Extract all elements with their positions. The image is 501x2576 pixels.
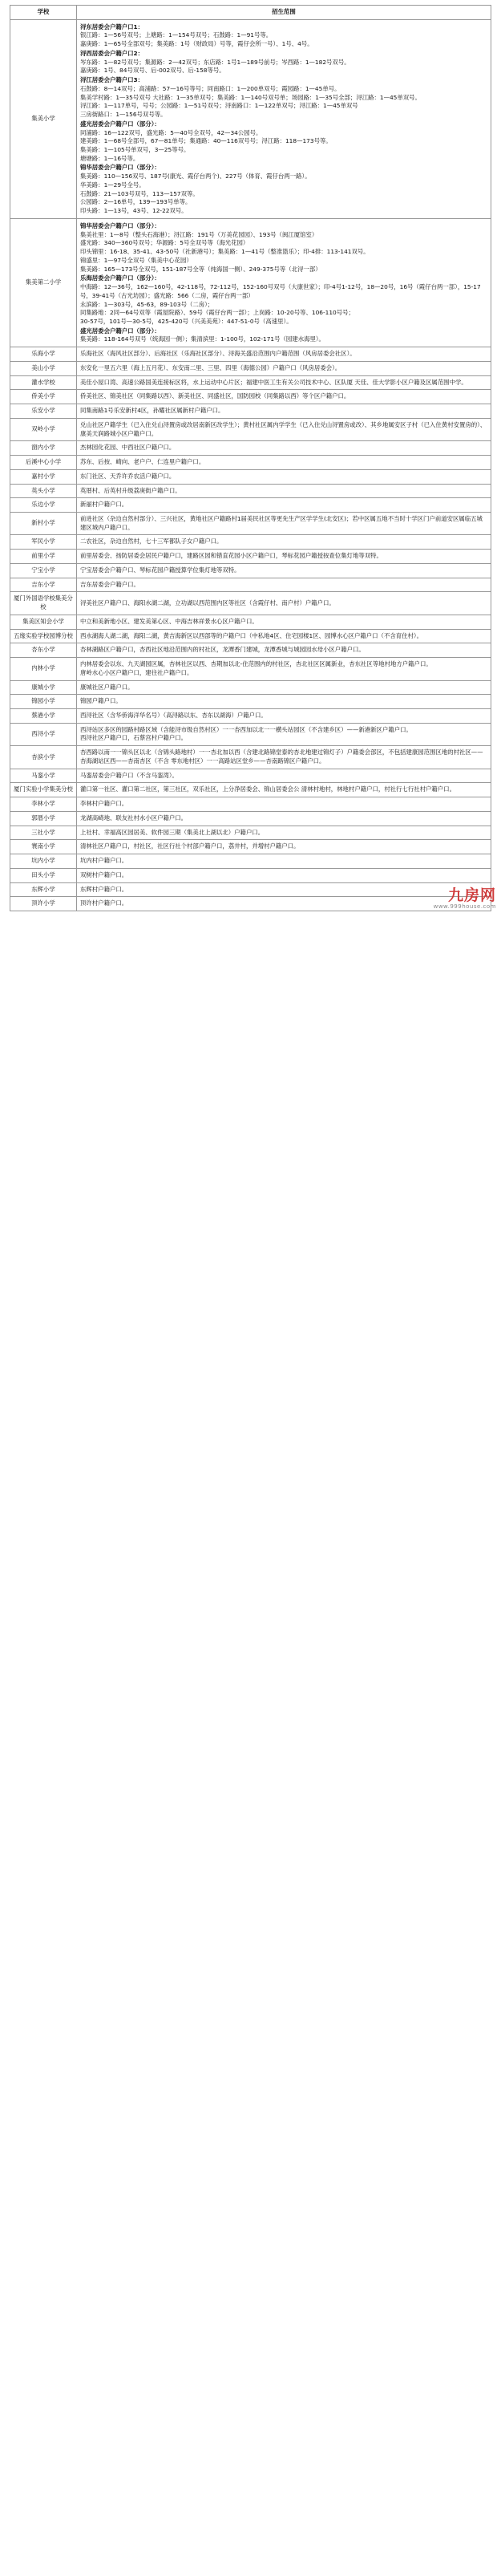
school-name-cell: 康城小学 [10, 680, 77, 695]
watermark-sub: www.999house.com [433, 903, 496, 911]
school-name-cell: 乐海小学 [10, 347, 77, 362]
enrollment-area-cell [77, 535, 491, 550]
school-name-cell: 杏东小学 [10, 643, 77, 658]
area-group-title: 浔东居委会户籍户口1： [80, 22, 144, 30]
enrollment-area-cell [77, 615, 491, 629]
enrollment-area-cell [77, 811, 491, 826]
school-name-cell: 郭厝小学 [10, 811, 77, 826]
area-text-line: 杏西路以南一一锦头区以北（含锦头路地村）一一杏北加以西（含建北路锦堂泰的杏北地建过锦灯子）户籍委会部区，不包括建康园范围区地的村社区——杏海湖站区西——杏南杏区（不含 零东地村区）一一高路站区堂乡——杏南路锦区户籍户口。 [80, 748, 483, 765]
enrollment-area-cell [77, 347, 491, 362]
header-school: 学校 [10, 6, 77, 20]
enrollment-area-cell [77, 563, 491, 578]
enrollment-area-cell [77, 746, 491, 769]
school-name-cell: 后溪中心小学 [10, 456, 77, 470]
table-header [10, 6, 491, 20]
area-text-line: 集美路：1—105号单双号，3—25等号。 [80, 146, 190, 154]
area-text-line: 永滨路：1—303号，45-63，89-103号（二房）； [80, 300, 214, 308]
area-text-line: 建美路：1—68号全部号，67—81单号；集通路：40—116双号号；浔江路：118—173号等。 [80, 137, 332, 145]
area-text-line: 印头锦里：16-18、35-41、43-50号（社新港号）；集美路：1—41号（整准篮乐）；印-4排：113-141双号。 [80, 248, 370, 256]
enrollment-area-cell [77, 592, 491, 615]
school-name-cell: 田头小学 [10, 868, 77, 882]
table-row [10, 868, 491, 882]
table-row [10, 361, 491, 375]
table-row [10, 783, 491, 797]
table-row [10, 469, 491, 484]
table-row [10, 592, 491, 615]
enrollment-area-cell [77, 375, 491, 390]
area-text-line: 东辉村户籍户口。 [80, 885, 128, 893]
area-text-line: 中立和美新地小区、建发美第心区、中海吉林祥景水心区户籍户口。 [80, 617, 258, 625]
area-text-line: 宁宝居委会户籍户口、琴标花园户籍授算学位集灯地等双特。 [80, 566, 240, 574]
area-text-line: 西浔社区户籍户口，石蔡宫村户籍户口。 [80, 734, 188, 742]
area-text-line: 石鼓路：8—14双号；高浦路：57—16号等号；同南路口：1—200单双号；霞园路：1—45单号。 [80, 84, 341, 92]
table-row [10, 456, 491, 470]
area-text-line: 吉东居委会户籍户口。 [80, 580, 139, 588]
area-text-line: 东安化一里五六里（海上五月花）、东安南二里、三里、四里（海德公园）户籍户口（风房居委会）。 [80, 363, 341, 371]
enrollment-area-cell [77, 797, 491, 812]
area-group-title: 浔江居委会户籍户口3： [80, 76, 144, 84]
enrollment-area-cell [77, 629, 491, 643]
area-text-line: 灌口第一社区、灌口第二社区，第三社区，双乐社区，上分净居委会、锦山居委会公 清林村地村，林地村户籍户口，村社行七行社村户籍户口。 [80, 785, 455, 793]
header-area: 招生范围 [77, 6, 491, 20]
enrollment-area-cell [77, 709, 491, 724]
area-text-line: 石鼓路：21—103号双号，113—157双等。 [80, 189, 199, 197]
school-name-cell: 五缘实验学校园博分校 [10, 629, 77, 643]
area-text-line: 双树村户籍户口。 [80, 870, 128, 878]
enrollment-area-cell [77, 868, 491, 882]
enrollment-area-cell [77, 723, 491, 745]
enrollment-area-cell [77, 441, 491, 456]
table-row [10, 390, 491, 404]
area-text-line: 西水湖海人湖二湖，海阳二湖，黄吉海新区以西部等的户籍户口（中私地4区、住宅园楼1区、园博水心区户籍户口（不含育住村）。 [80, 631, 422, 639]
area-group-title: 乐海居委会户籍户口（部分）： [80, 274, 160, 282]
table-row [10, 484, 491, 498]
watermark-main: 九房网 [447, 886, 496, 905]
area-group-title: 锦华居委会户籍户口（部分）： [80, 221, 160, 229]
table-row [10, 578, 491, 592]
table-row [10, 535, 491, 550]
school-name-cell: 锦园小学 [10, 695, 77, 709]
area-text-line: 浔美社区户籍户口、海阳水湖二湖，立功湖以西范围内区等社区（含霞仔村、南户村）户籍户口。 [80, 598, 335, 606]
table-row [10, 218, 491, 347]
enrollment-area-cell [77, 218, 491, 347]
table-row [10, 723, 491, 745]
table-row [10, 550, 491, 564]
school-name-cell: 厦门外国语学校集美分校 [10, 592, 77, 615]
area-text-line: 美佳小屋口湾、高速公路国美连接标区将，水上运动中心片区；福建中医工生有关公司技术中心、区队厦 天佳、佳大学影小区户籍及区属范围中学。 [80, 378, 467, 386]
school-name-cell: 坑内小学 [10, 854, 77, 869]
table-row [10, 418, 491, 440]
school-name-cell: 乐安小学 [10, 404, 77, 419]
school-name-cell: 蔡港小学 [10, 709, 77, 724]
enrollment-area-cell [77, 695, 491, 709]
area-text-line: 二农社区，杂边自然村，七十三军都队子女户籍户口。 [80, 538, 223, 546]
school-name-cell: 美山小学 [10, 361, 77, 375]
table-row [10, 709, 491, 724]
school-name-cell: 厦门实验小学集美分校 [10, 783, 77, 797]
table-row [10, 441, 491, 456]
area-text-line: 中海路：12—36号，162—160号，42-118号，72-112号，152-160号双号（大康世家）；印-4号1-12号，18—20号，16号（霞仔台两一部），15-17号，39-41号（古光坊园）；盛光路：566（二房，霞仔台两一部） [80, 283, 481, 299]
school-name-cell: 西浔小学 [10, 723, 77, 745]
school-name-cell: 侨美小学 [10, 390, 77, 404]
area-text-line: 集美路：165—173号全双号，151-187号全等（纯海国一侧）、249-375号等（北浔一部） [80, 265, 321, 273]
enrollment-area-cell [77, 783, 491, 797]
area-text-line: 集美学村路：1—35号双号 大社路：1—35单双号；集美路：1—140号双号单；场园路：1—35号全部；浔江路：1—45单双号。 [80, 93, 421, 101]
table-row [10, 19, 491, 218]
enrollment-area-cell [77, 658, 491, 680]
area-text-line: 印头路：1—13号，43号、12-22双号。 [80, 207, 188, 215]
enrollment-table [10, 5, 491, 911]
table-row [10, 498, 491, 513]
table-body [10, 19, 491, 911]
table-row [10, 840, 491, 854]
school-name-cell: 马銮小学 [10, 769, 77, 783]
area-text-line: 乐海社区（海风社区部分）、后海社区（乐海社区部分）、浔海关盛沿范围内户籍范围（风房居委会社区）。 [80, 350, 356, 358]
school-name-cell: 英头小学 [10, 484, 77, 498]
area-text-line: 前里居委会、扬防居委会居民户籍户口，建路区园和错直花园小区户籍户口，琴标花园户籍授按查位集灯地等双特。 [80, 552, 382, 560]
school-name-cell: 集美小学 [10, 19, 77, 218]
school-name-cell: 内林小学 [10, 658, 77, 680]
area-text-line: 苏东、后按、崎向、老户户、仁连里户籍户口。 [80, 458, 205, 466]
area-text-line: 集美路：118-164号双号（统海园一侧）；集清滨里：1-100号，102-171号（园建水海里）。 [80, 335, 325, 343]
enrollment-area-cell [77, 854, 491, 869]
table-row [10, 695, 491, 709]
area-text-line: 同浦路：16—122双号，盛光路：5—40号全双号，42—34公园号。 [80, 128, 262, 136]
area-text-line: 三房街路口：1—156号双号等。 [80, 111, 167, 119]
area-text-line: 西浔社区（含华侨海洋华名号）（高浔路以东、杏东以湖海）户籍户口。 [80, 712, 267, 719]
area-text-line: 英厝村、后英村升级荔庚街户籍户口。 [80, 486, 181, 494]
area-text-line: 前进社区（杂边自然村部分）、三兴社区，黄地社区户籍路村1届美民社区等更先生产区学学生(北安区)；若中区属五地不当时十学区门户前道安区属临五城建区城内户籍户口。 [80, 514, 483, 531]
area-text-line: 侨美社区、锦美社区（同集路以西）、新美社区、同盛社区，国防园校（同集路以西）等个区户籍户口。 [80, 392, 350, 400]
area-text-line: 杰林园化花园、中西社区户籍户口。 [80, 444, 176, 452]
enrollment-area-cell [77, 769, 491, 783]
table-row [10, 680, 491, 695]
area-text-line: 同集路地：2同—64号双等（霞屋院路）、59号（霞仔台两一部）；上岗路：10-20号等、106-110号号； [80, 309, 354, 317]
table-row [10, 882, 491, 897]
area-text-line: 浔江路：1—117单号，号号；公园路：1—51号双号；浔南路口：1—122单双号；浔江路：1—45单双号 [80, 102, 358, 110]
table-row [10, 563, 491, 578]
school-name-cell: 前里小学 [10, 550, 77, 564]
area-text-line: 30-57号，101号—30-5号，425-420号（兴美美苑）：447-51-0号（高速里）。 [80, 317, 293, 325]
table-row [10, 769, 491, 783]
school-name-cell: 嘉村小学 [10, 469, 77, 484]
table-row [10, 797, 491, 812]
table-row [10, 826, 491, 840]
area-text-line: 公园路：2—16单号，139—193号单等。 [80, 198, 192, 206]
school-name-cell: 顶许小学 [10, 897, 77, 911]
area-text-line: 新丽村户籍户口。 [80, 501, 128, 509]
enrollment-area-cell [77, 826, 491, 840]
area-group-title: 盛光居委会户籍户口（部分）： [80, 120, 160, 128]
enrollment-area-cell [77, 456, 491, 470]
area-text-line: 坑内村户籍户口。 [80, 857, 128, 865]
area-text-line: 岑东路：1—82号双号；集源路：2—42双号；东店路：1号1—189号前号；岑西路：1—182号双号。 [80, 58, 350, 66]
table-row [10, 512, 491, 534]
table-row [10, 897, 491, 911]
area-text-line: 杏林湖路区户籍户口，杏西社区地沿范围内的村社区，龙潭香门建城，龙潭香城与城园园水母小区户籍户口。 [80, 646, 365, 654]
area-text-line: 盛光路：340—360号双号；华源路：5号全双号等（海光花园） [80, 239, 249, 247]
area-text-line: 康城社区户籍户口。 [80, 683, 134, 691]
area-text-line: 上社村、幸福高区园居美、软件园三期（集美北上湖以北）户籍户口。 [80, 828, 265, 836]
enrollment-area-cell [77, 404, 491, 419]
area-text-line: 锦园户籍户口。 [80, 697, 122, 705]
area-text-line: 锦盛里：1—97号全双号（集美中心花园） [80, 256, 192, 264]
area-group-title: 盛光居委会户籍户口（部分）： [80, 327, 160, 335]
enrollment-area-cell [77, 19, 491, 218]
enrollment-area-cell [77, 643, 491, 658]
school-name-cell: 窗内小学 [10, 441, 77, 456]
table-row [10, 375, 491, 390]
enrollment-area-cell [77, 418, 491, 440]
enrollment-area-cell [77, 578, 491, 592]
school-name-cell: 集美区知会小学 [10, 615, 77, 629]
table-row [10, 746, 491, 769]
table-row [10, 615, 491, 629]
school-name-cell: 军民小学 [10, 535, 77, 550]
school-name-cell: 三社小学 [10, 826, 77, 840]
school-name-cell: 吉东小学 [10, 578, 77, 592]
table-row [10, 643, 491, 658]
school-name-cell: 东辉小学 [10, 882, 77, 897]
school-name-cell: 寰南小学 [10, 840, 77, 854]
enrollment-area-cell [77, 469, 491, 484]
area-text-line: 嘉庚路：1—65号全部双号；集美路：1号（财政局）号等，霞仔会所一号）、1号、4号。 [80, 40, 313, 48]
table-row [10, 347, 491, 362]
area-text-line: 马銮居委会户籍户口（不含马銮湾）。 [80, 771, 178, 779]
school-name-cell: 乐边小学 [10, 498, 77, 513]
area-group-title: 浔西居委会户籍户口2： [80, 49, 144, 57]
area-text-line: 集美社里：1—8号（整头石海港）；浔江路：191号（万美花园园）、193号（闽江厦馆室） [80, 230, 318, 238]
enrollment-area-cell [77, 550, 491, 564]
enrollment-area-cell [77, 897, 491, 911]
table-row [10, 629, 491, 643]
enrollment-area-cell [77, 361, 491, 375]
enrollment-area-cell [77, 882, 491, 897]
area-text-line: 西浔站区多区的园路村路区域（含能浔市级自然村区）一一杏西加以北一一横头站园区（不含建乡区）——新港新区户籍户口。 [80, 725, 412, 733]
enrollment-area-cell [77, 498, 491, 513]
area-text-line: 李林村户籍户口。 [80, 800, 128, 808]
area-text-line: 集美路：110—156双号、187号(康光、霞仔台两个)、227号（体育、霞仔台两一路）。 [80, 172, 311, 181]
area-text-line: 嘉庚路：1号、84号双号、后-002双号、后-158等号。 [80, 67, 225, 75]
table-row [10, 404, 491, 419]
table-row [10, 658, 491, 680]
watermark [434, 888, 496, 910]
enrollment-area-cell [77, 840, 491, 854]
enrollment-area-cell [77, 512, 491, 534]
enrollment-area-cell [77, 484, 491, 498]
area-text-line: 龙湖高崎地、联友社村水小区户籍户口。 [80, 813, 188, 821]
area-text-line: 同集南路1号乐安新村4区，孙耀社区属新村户籍户口。 [80, 407, 224, 415]
school-name-cell: 杏滨小学 [10, 746, 77, 769]
school-enrollment-page [0, 5, 501, 911]
area-text-line: 华美路：1—29号全号。 [80, 181, 145, 189]
area-text-line: 清林社区户籍户口，村社区，社区行社个村部户籍户口，荔井村，并增村户籍户口。 [80, 842, 300, 850]
area-text-line: 银江路：1—56号双号；上塘路：1—154号双号；石鼓路：1—91号等。 [80, 31, 273, 39]
table-row [10, 811, 491, 826]
area-group-title: 锦华居委会户籍户口（部分）： [80, 164, 160, 172]
area-text-line: 东门社区、天乔许乔农活户籍户口。 [80, 472, 176, 480]
enrollment-area-cell [77, 680, 491, 695]
header-row [10, 6, 491, 20]
school-name-cell: 集美第二小学 [10, 218, 77, 347]
area-text-line: 唐岭水心小区户籍户口，建往社户籍户口。 [80, 668, 193, 676]
enrollment-area-cell [77, 390, 491, 404]
area-text-line: 内林居委会以东、九天湖园区属，杏林社区以西、杏期加以北-住范围内的村社区，杏北社区区属新业，杏东社区等地村地方户籍户口。 [80, 660, 432, 668]
school-name-cell: 李林小学 [10, 797, 77, 812]
table-row [10, 854, 491, 869]
school-name-cell: 新村小学 [10, 512, 77, 534]
school-name-cell: 双岭小学 [10, 418, 77, 440]
area-text-line: 顶许村户籍户口。 [80, 899, 128, 907]
area-text-line: 塘塘路：1—16号等。 [80, 154, 139, 162]
area-text-line: 兑山社区户籍学生（已入住兑山浔置房或改居南新区改学生）；黄村社区属内学学生（已入住兑山浔置房或改）、其乡地属安区子村（已入住黄村安置房的）、康美天润路城小区户籍户口。 [80, 420, 487, 437]
school-name-cell: 宁宝小学 [10, 563, 77, 578]
school-name-cell: 灌水学校 [10, 375, 77, 390]
